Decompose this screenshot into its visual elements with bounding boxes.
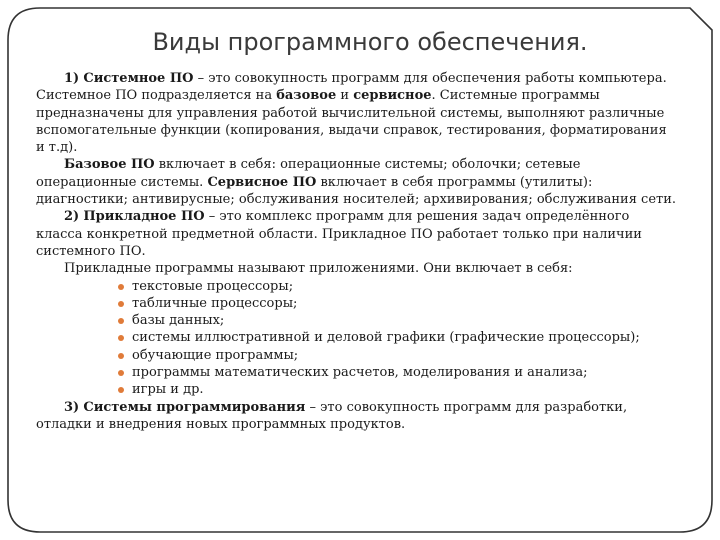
section-1-text-b: . Системные программы предназначены для управления работой вычислительной системы, выполняют различные вспомогательные функции (копирования, выдачи справок, тестирования, форматирования и т.д). [36, 88, 667, 156]
section-1-term: Системное ПО [83, 71, 194, 86]
list-item [118, 312, 676, 329]
section-2-number: 2) [64, 209, 80, 225]
list-item-text: программы математических расчетов, моделирования и анализа; [132, 365, 588, 381]
list-item-text: системы иллюстративной и деловой графики (графические процессоры); [132, 330, 640, 346]
section-2-text: – это комплекс программ для решения задач определённого класса конкретной предметной области. Прикладное ПО работает только при наличии системного ПО. [36, 209, 642, 259]
list-item [118, 329, 676, 346]
content-body [36, 70, 676, 433]
base-po-text: включает в себя: операционные системы; оболочки; сетевые операционные системы. [36, 157, 581, 190]
service-po-text: включает в себя программы (утилиты): диагностики; антивирусные; обслуживания носителей; архивирования; обслуживания сети. [36, 174, 677, 208]
applications-paragraph: Прикладные программы называют приложениями. Они включает в себя: [64, 261, 573, 277]
list-item-text: игры и др. [132, 382, 204, 398]
base-term: базовое [276, 88, 337, 104]
section-2-paragraph [36, 208, 676, 260]
service-po-term: Сервисное ПО [207, 174, 317, 190]
list-item [118, 295, 676, 312]
section-1-paragraph [36, 70, 676, 156]
list-item [118, 381, 676, 398]
section-1-text-a: – это совокупность программ для обеспечения работы компьютера. Системное ПО подразделяется на [36, 71, 667, 104]
list-item [118, 278, 676, 295]
section-3-number: 3) [64, 399, 80, 415]
list-item-text: текстовые процессоры; [132, 278, 294, 294]
section-3-text: – это совокупность программ для разработки, отладки и внедрения новых программных продуктов. [36, 399, 628, 432]
bullet-dot-icon [118, 353, 124, 359]
list-item-text: обучающие программы; [132, 347, 299, 363]
section-3-paragraph [36, 399, 676, 434]
list-item-text: табличные процессоры; [132, 295, 298, 311]
service-term: сервисное [353, 88, 432, 104]
list-item [118, 364, 676, 381]
list-item [118, 347, 676, 364]
bullet-dot-icon [118, 370, 124, 376]
base-service-paragraph [36, 156, 676, 208]
bullet-dot-icon [118, 318, 124, 324]
list-item-text: базы данных; [132, 313, 225, 329]
and-word: и [336, 88, 354, 104]
section-2-term: Прикладное ПО [83, 209, 205, 225]
bullet-dot-icon [118, 387, 124, 393]
applications-list [36, 278, 676, 399]
bullet-dot-icon [118, 301, 124, 307]
section-3-term: Системы программирования [83, 399, 306, 415]
bullet-dot-icon [118, 284, 124, 290]
section-1-number: 1) [64, 71, 80, 86]
base-po-term: Базовое ПО [64, 157, 155, 173]
page-title: Виды программного обеспечения. [152, 28, 588, 56]
bullet-dot-icon [118, 335, 124, 341]
